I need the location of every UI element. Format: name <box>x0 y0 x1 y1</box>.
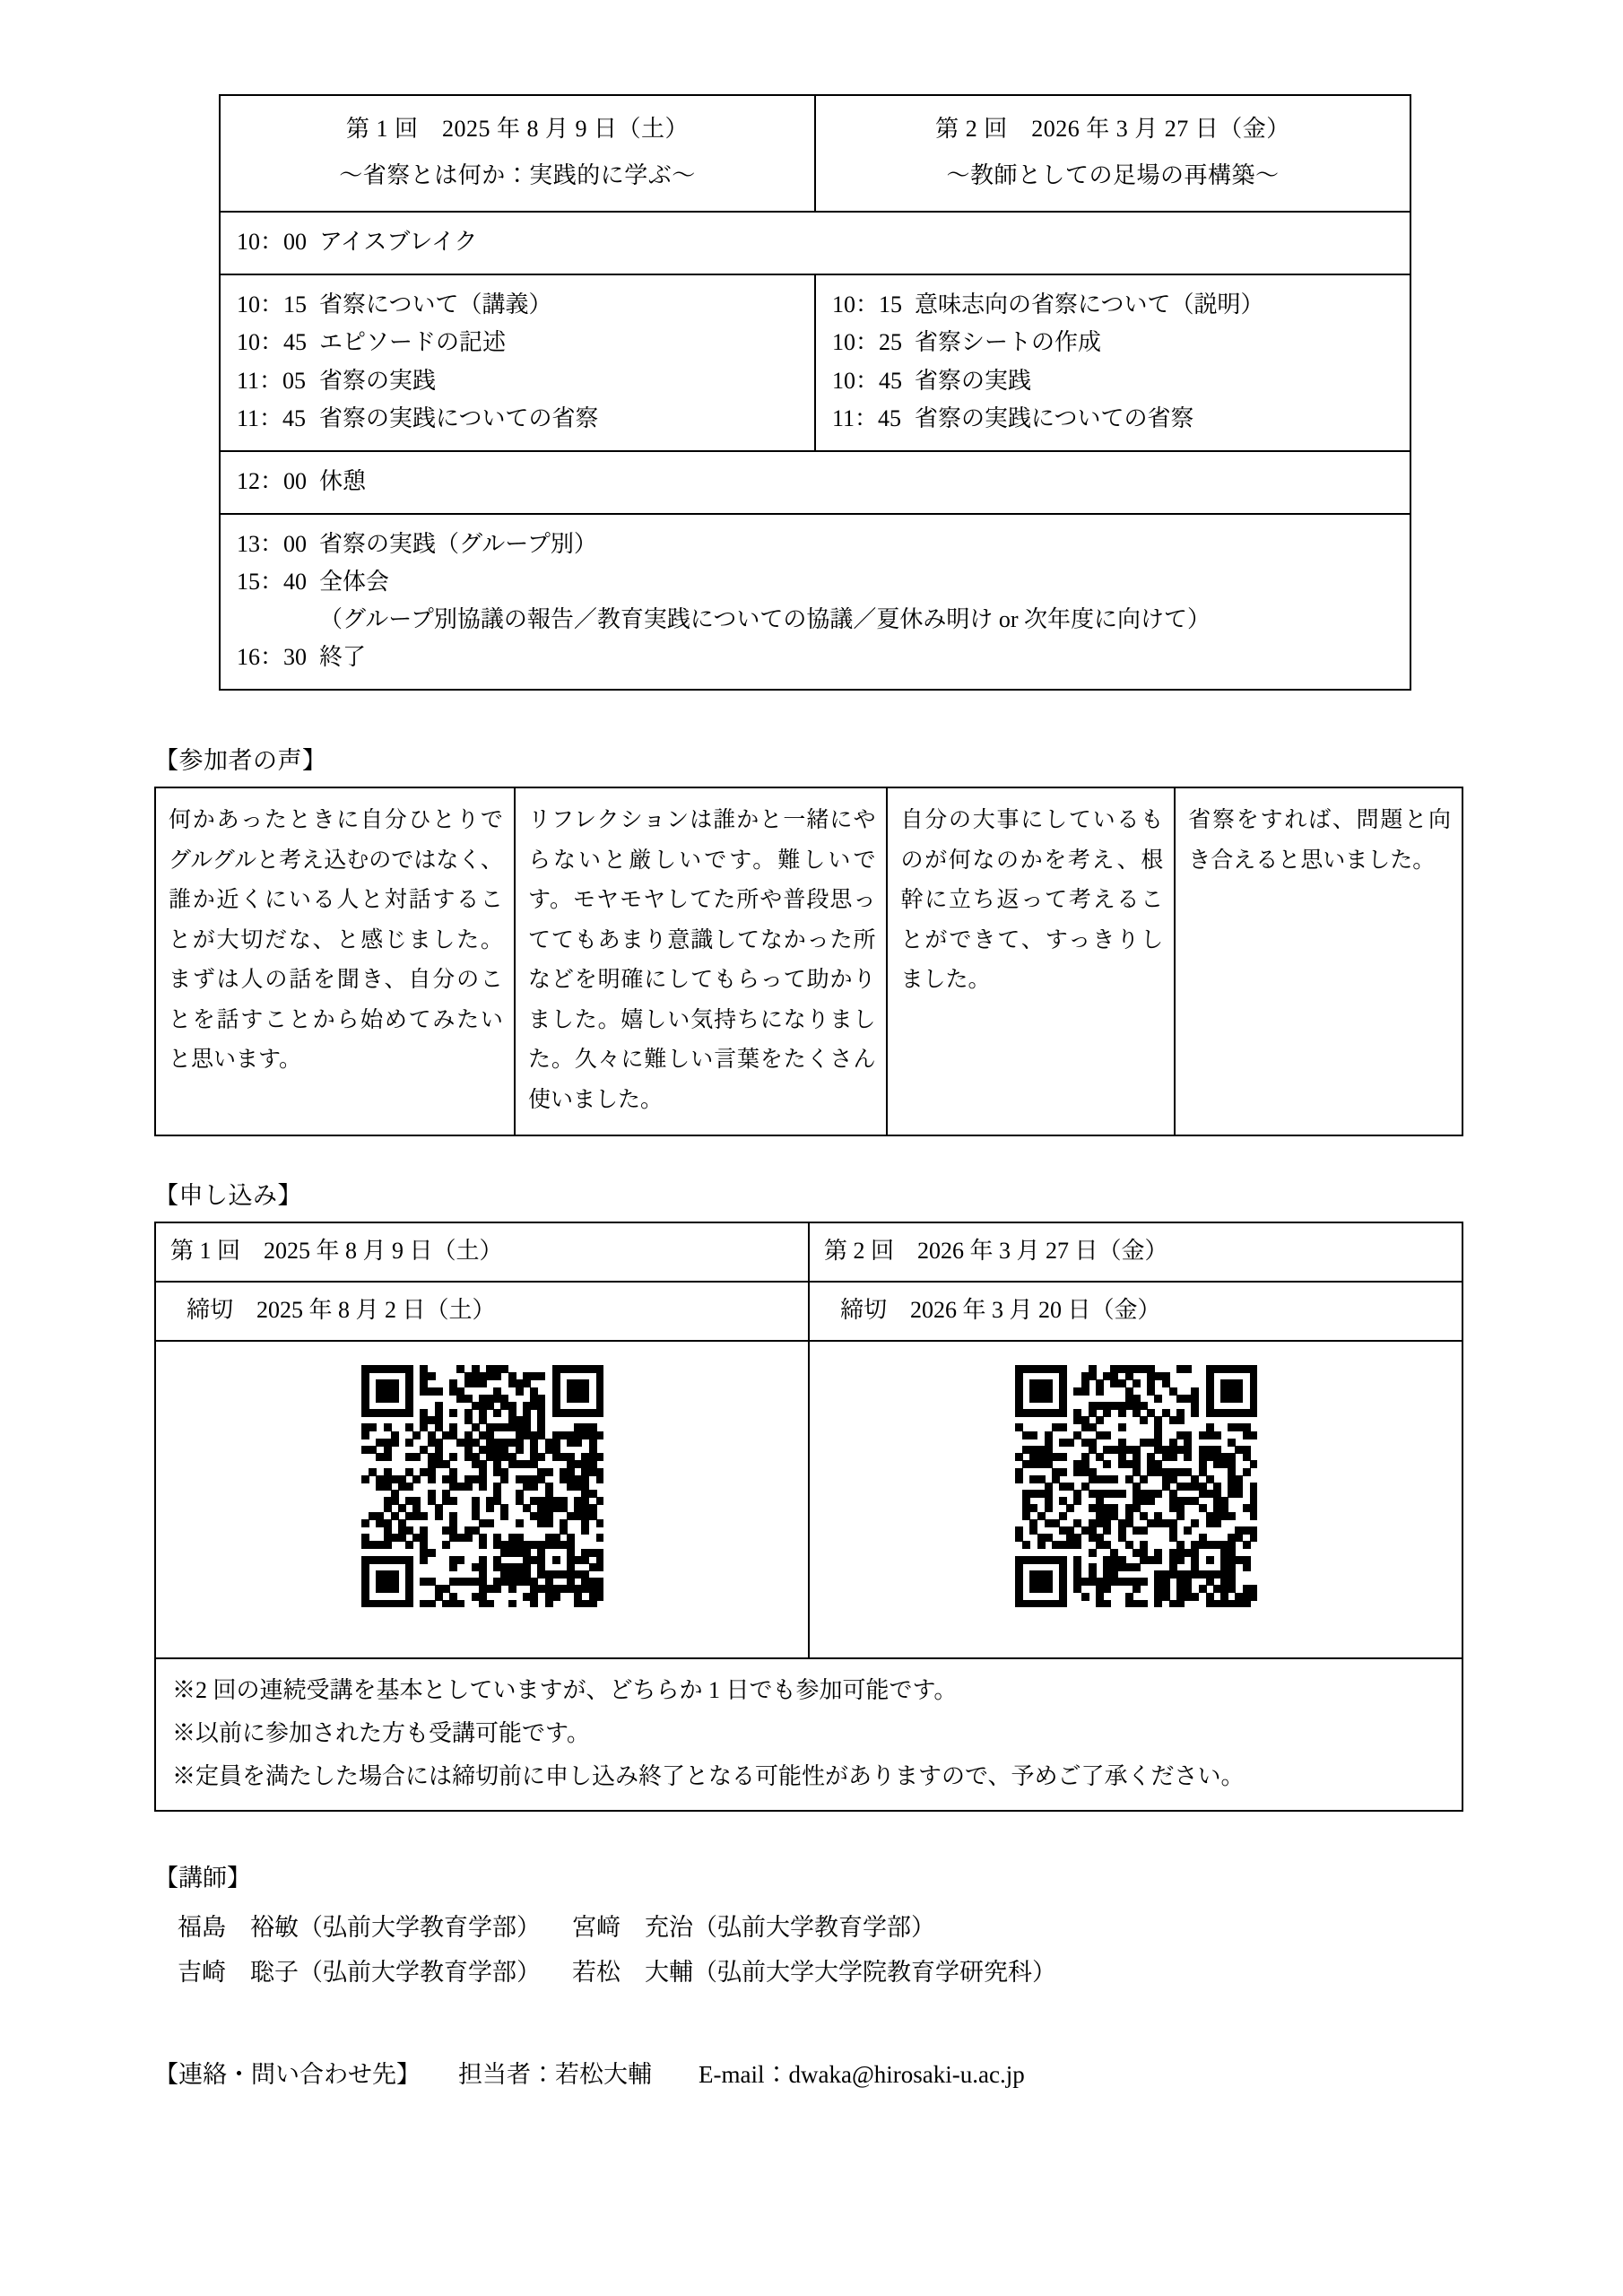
schedule-table <box>219 94 1411 691</box>
afternoon-program <box>220 514 1410 690</box>
apply-note-3: ※定員を満たした場合には締切前に申し込み終了となる可能性がありますので、予めご了承ください。 <box>172 1762 1245 1789</box>
aft-text-1: 全体会 <box>319 568 390 595</box>
lecturer-row-1 <box>178 1906 1488 1951</box>
lecturer-name-1: 福島 裕敏（弘前大学教育学部） <box>178 1913 541 1941</box>
voice-item-1: 何かあったときに自分ひとりでグルグルと考え込むのではなく、誰か近くにいる人と対話することが大切だな、と感じました。まずは人の話を聞き、自分のことを話すことから始めてみたいと思います。 <box>155 787 515 1135</box>
s1-time-3: 11：45 <box>237 404 307 431</box>
table-row <box>155 1222 1462 1282</box>
session1-subtitle: 〜省察とは何か：実践的に学ぶ〜 <box>339 162 696 189</box>
contact-person: 担当者：若松大輔 <box>458 2060 652 2088</box>
s1-text-2: 省察の実践 <box>319 367 437 394</box>
qr-code-session-1-icon[interactable] <box>361 1365 603 1607</box>
apply-session1-deadline: 締切 2025 年 8 月 2 日（土） <box>155 1282 809 1341</box>
aft-text-0: 省察の実践（グループ別） <box>319 530 597 557</box>
session2-header <box>815 95 1410 212</box>
lecturer-row-2 <box>178 1951 1488 1996</box>
lecturer-name-2: 宮﨑 充治（弘前大学教育学部） <box>572 1913 935 1941</box>
s1-time-0: 10：15 <box>237 291 308 318</box>
aft-text-3: 終了 <box>319 644 367 671</box>
apply-heading: 【申し込み】 <box>154 1182 302 1210</box>
s2-time-0: 10：15 <box>832 291 903 318</box>
s2-text-2: 省察の実践 <box>915 367 1032 394</box>
s1-text-3: 省察の実践についての省察 <box>319 404 599 431</box>
apply-session2-deadline: 締切 2026 年 3 月 20 日（金） <box>809 1282 1462 1341</box>
session2-subtitle: 〜教師としての足場の再構築〜 <box>946 162 1280 189</box>
icebreak-text: アイスブレイク <box>319 229 478 256</box>
qr-cell-session-1 <box>155 1341 809 1658</box>
table-row <box>220 514 1410 690</box>
session1-title: 第 1 回 2025 年 8 月 9 日（土） <box>345 116 689 142</box>
table-row <box>155 787 1462 1135</box>
break-text: 休憩 <box>319 467 367 494</box>
aft-time-1: 15：40 <box>237 568 308 595</box>
apply-notes <box>155 1658 1462 1811</box>
aft-time-0: 13：00 <box>237 530 308 557</box>
s1-text-0: 省察について（講義） <box>319 291 552 318</box>
table-row <box>155 1282 1462 1341</box>
table-row <box>155 1341 1462 1658</box>
qr-code-session-2-icon[interactable] <box>1015 1365 1257 1607</box>
contact-email: E-mail：dwaka@hirosaki-u.ac.jp <box>699 2060 1025 2088</box>
table-row <box>220 451 1410 514</box>
s1-text-1: エピソードの記述 <box>319 329 507 356</box>
s2-text-0: 意味志向の省察について（説明） <box>915 291 1264 318</box>
table-row <box>155 1658 1462 1811</box>
apply-session2-title: 第 2 回 2026 年 3 月 27 日（金） <box>809 1222 1462 1282</box>
session1-program <box>220 274 815 450</box>
table-row <box>220 95 1410 212</box>
s1-time-1: 10：45 <box>237 329 308 356</box>
break-row <box>220 451 1410 514</box>
icebreak-time: 10：00 <box>237 229 308 256</box>
table-row <box>220 212 1410 274</box>
aft-text-2: （グループ別協議の報告／教育実践についての協議／夏休み明け or 次年度に向けて） <box>319 606 1211 633</box>
icebreak-row <box>220 212 1410 274</box>
apply-note-1: ※2 回の連続受講を基本としていますが、どちらか 1 日でも参加可能です。 <box>172 1676 958 1703</box>
break-time: 12：00 <box>237 467 308 494</box>
table-row <box>220 274 1410 450</box>
lecturer-name-4: 若松 大輔（弘前大学大学院教育学研究科） <box>572 1958 1056 1986</box>
voices-heading: 【参加者の声】 <box>154 747 327 775</box>
session2-title: 第 2 回 2026 年 3 月 27 日（金） <box>935 116 1290 142</box>
apply-table <box>154 1222 1463 1812</box>
session2-program <box>815 274 1410 450</box>
apply-note-2: ※以前に参加された方も受講可能です。 <box>172 1719 590 1746</box>
contact-heading: 【連絡・問い合わせ先】 <box>154 2060 421 2088</box>
s2-text-3: 省察の実践についての省察 <box>915 404 1194 431</box>
lecturers-heading: 【講師】 <box>154 1864 251 1892</box>
lecturer-name-3: 吉崎 聡子（弘前大学教育学部） <box>178 1958 541 1986</box>
s2-time-2: 10：45 <box>832 367 903 394</box>
contact-line <box>154 2055 1488 2090</box>
s2-time-3: 11：45 <box>832 404 902 431</box>
session1-header <box>220 95 815 212</box>
voice-item-4: 省察をすれば、問題と向き合えると思いました。 <box>1175 787 1462 1135</box>
s1-time-2: 11：05 <box>237 367 307 394</box>
aft-time-3: 16：30 <box>237 644 308 671</box>
voices-table <box>154 787 1463 1136</box>
qr-cell-session-2 <box>809 1341 1462 1658</box>
voice-item-3: 自分の大事にしているものが何なのかを考え、根幹に立ち返って考えることができて、すっきりしました。 <box>887 787 1175 1135</box>
s2-text-1: 省察シートの作成 <box>915 329 1102 356</box>
voice-item-2: リフレクションは誰かと一緒にやらないと厳しいです。難しいです。モヤモヤしてた所や普段思っててもあまり意識してなかった所などを明確にしてもらって助かりました。嬉しい気持ちになりました。久々に難しい言葉をたくさん使いました。 <box>515 787 888 1135</box>
apply-session1-title: 第 1 回 2025 年 8 月 9 日（土） <box>155 1222 809 1282</box>
s2-time-1: 10：25 <box>832 329 903 356</box>
